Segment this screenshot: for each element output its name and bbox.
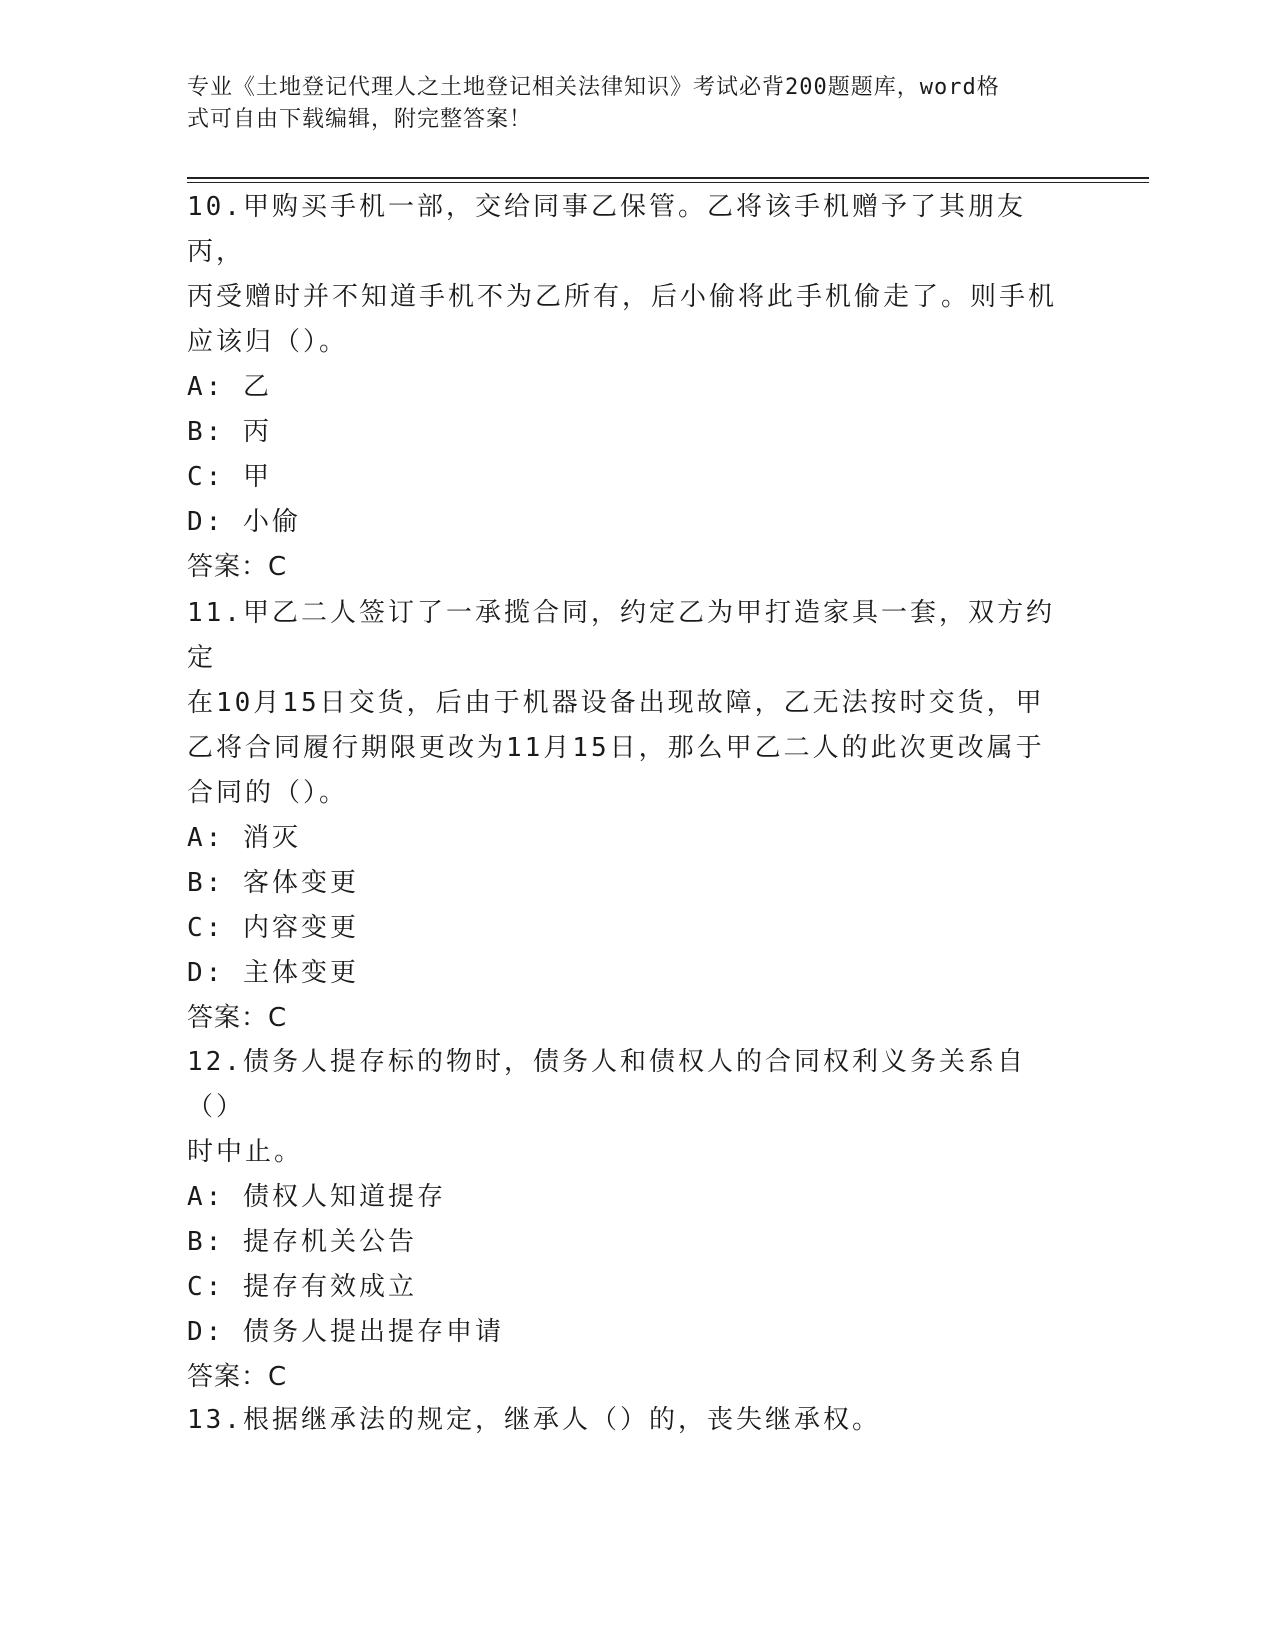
question-stem-line: 11.甲乙二人签订了一承揽合同，约定乙为甲打造家具一套，双方约定: [187, 598, 1055, 673]
question-11: [187, 591, 1067, 1041]
option-a: A: 消灭: [187, 823, 301, 853]
option-b: B: 丙: [187, 417, 272, 447]
header-line-2: 式可自由下载编辑，附完整答案！: [187, 107, 533, 132]
option-c: C: 甲: [187, 462, 272, 492]
header-line-1: 专业《土地登记代理人之土地登记相关法律知识》考试必背200题题库，word格: [187, 75, 1000, 100]
option-b: B: 提存机关公告: [187, 1227, 417, 1257]
question-10: [187, 185, 1067, 590]
option-d: D: 小偷: [187, 507, 301, 537]
answer-line: 答案：C: [187, 1003, 288, 1033]
header-divider-thin: [187, 182, 1149, 183]
header-divider-thick: [187, 177, 1149, 179]
option-b: B: 客体变更: [187, 868, 359, 898]
answer-line: 答案：C: [187, 552, 288, 582]
option-d: D: 债务人提出提存申请: [187, 1317, 504, 1347]
document-header: [187, 72, 1067, 136]
question-stem-line: 时中止。: [187, 1137, 304, 1167]
question-stem-line: 13.根据继承法的规定，继承人（）的，丧失继承权。: [187, 1405, 881, 1435]
answer-line: 答案：C: [187, 1362, 288, 1392]
question-stem-line: 乙将合同履行期限更改为11月15日，那么甲乙二人的此次更改属于: [187, 733, 1045, 763]
question-13: [187, 1398, 1067, 1443]
question-stem-line: 在10月15日交货，后由于机器设备出现故障，乙无法按时交货，甲: [187, 688, 1045, 718]
question-12: [187, 1040, 1067, 1400]
option-c: C: 内容变更: [187, 913, 359, 943]
question-stem-line: 10.甲购买手机一部，交给同事乙保管。乙将该手机赠予了其朋友丙，: [187, 192, 1026, 267]
question-stem-line: 合同的（）。: [187, 778, 349, 808]
option-d: D: 主体变更: [187, 958, 359, 988]
question-stem-line: 丙受赠时并不知道手机不为乙所有，后小偷将此手机偷走了。则手机: [187, 282, 1058, 312]
option-a: A: 乙: [187, 372, 272, 402]
question-stem-line: 应该归（）。: [187, 327, 349, 357]
question-stem-line: 12.债务人提存标的物时，债务人和债权人的合同权利义务关系自（）: [187, 1047, 1026, 1122]
option-a: A: 债权人知道提存: [187, 1182, 446, 1212]
option-c: C: 提存有效成立: [187, 1272, 417, 1302]
